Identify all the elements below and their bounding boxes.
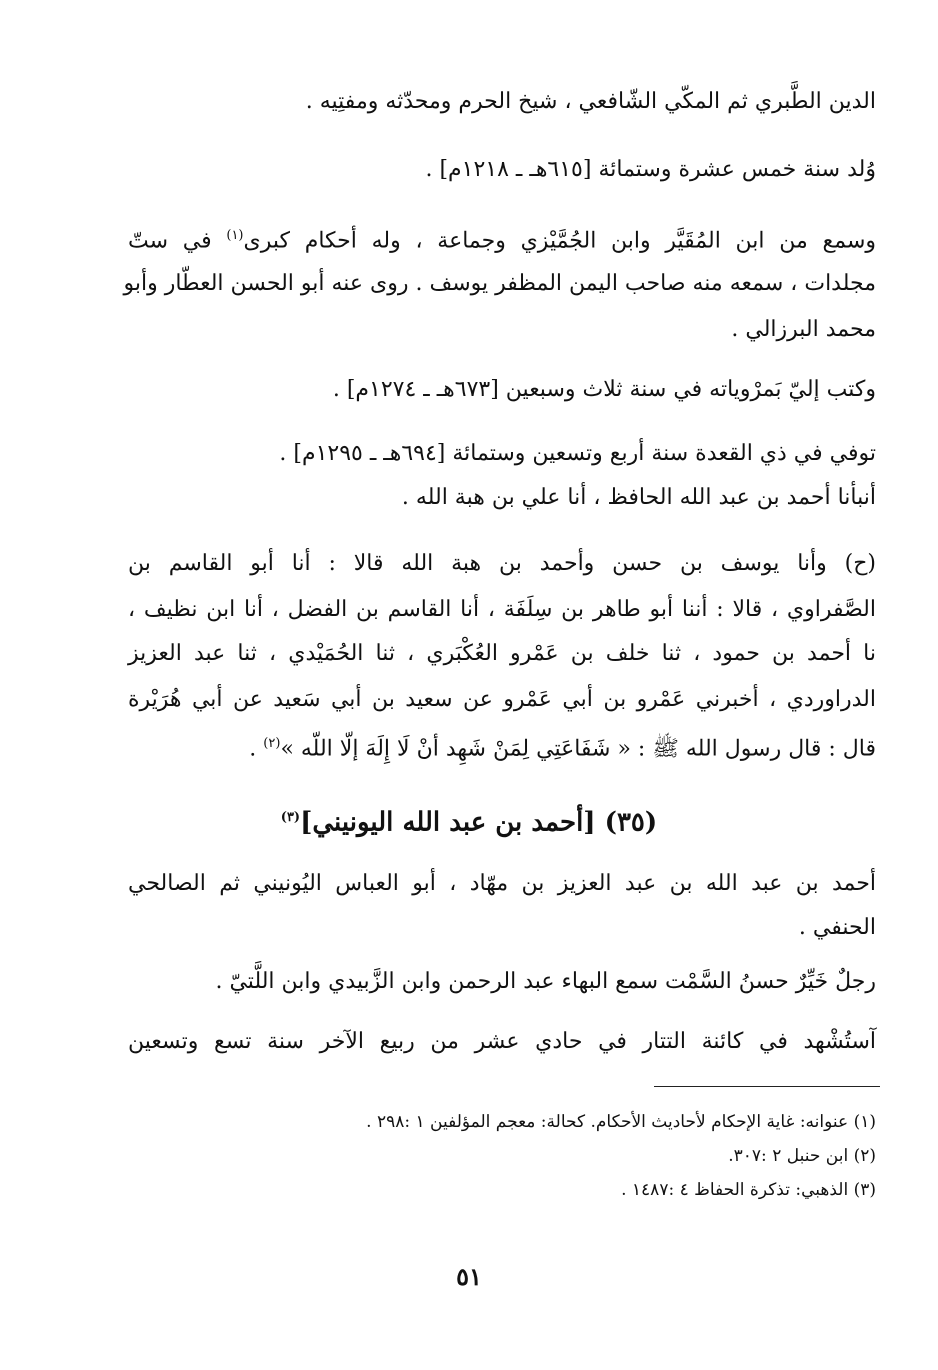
footnote-mark-3: (٣)	[280, 810, 301, 825]
footnote-3: (٣) الذهبي: تذكرة الحفاظ ٤ :١٤٨٧ .	[621, 1180, 876, 1200]
entry-heading-text: (٣٥) [أحمد بن عبد الله اليونيني]	[300, 807, 658, 838]
text-line-11: نا أحمد بن حمود ، ثنا خلف بن عَمْرو العُكْبَري ، ثنا الحُمَيْدي ، ثنا عبد العزيز	[128, 641, 876, 666]
text-line-3	[128, 218, 876, 259]
entry-line-3: رجلٌ خَيِّرٌ حسنُ السَّمْت سمع البهاء عبد الرحمن وابن الزَّبيدي وابن اللَّتيّ .	[215, 969, 876, 994]
text-line-10: الصَّفراوي ، قالا : أننا أبو طاهر بن سِلَفَة ، أنا القاسم بن الفضل ، أنا ابن نظيف ،	[128, 597, 876, 622]
footnote-2: (٢) ابن حنبل ٢ :٣٠٧.	[728, 1146, 876, 1166]
entry-line-4: آستُشْهد في كائنة التتار في حادي عشر من ربيع الآخر سنة تسع وتسعين	[128, 1029, 876, 1054]
text-line-5: محمد البرزالي .	[731, 317, 876, 342]
text-line-13: قال : قال رسول الله ﷺ : « شَفَاعَتِي لِمَنْ شَهِد أنْ لَا إِلَهَ إلّا اللّه »$^{(٢)}$ .	[249, 736, 876, 762]
footnote-1: (١) عنوانه: غاية الإحكام لأحاديث الأحكام. كحالة: معجم المؤلفين ١ :٢٩٨ .	[366, 1112, 876, 1132]
text-line-4: مجلدات ، سمعه منه صاحب اليمن المظفر يوسف . روى عنه أبو الحسن العطّار وأبو	[123, 271, 876, 296]
entry-heading	[0, 798, 938, 843]
entry-line-2: الحنفي .	[798, 915, 876, 940]
footnote-mark-2: (٢)	[263, 736, 281, 751]
text-line-3-main: وسمع من ابن المُقَيَّر وابن الجُمَّيْزي وجماعة ، وله أحكام كبرى	[243, 228, 876, 254]
text-line-8: أنبأنا أحمد بن عبد الله الحافظ ، أنا علي بن هبة الله .	[401, 485, 876, 510]
text-line-1: الدين الطَّبري ثم المكّي الشّافعي ، شيخ الحرم ومحدّثه ومفتِيه .	[305, 89, 876, 114]
entry-line-1: أحمد بن عبد الله بن عبد العزيز بن مهّاد ، أبو العباس اليُونيني ثم الصالحي	[128, 871, 876, 896]
text-line-13-main: قال : قال رسول الله ﷺ : « شَفَاعَتِي لِمَنْ شَهِد أنْ لَا إِلَهَ إلّا اللّه »	[280, 736, 876, 762]
footnote-divider	[654, 1086, 880, 1087]
text-line-7: توفي في ذي القعدة سنة أربع وتسعين وستمائة [٦٩٤هـ ـ ١٢٩٥م] .	[279, 441, 876, 466]
text-line-12: الدراوردي ، أخبرني عَمْرو بن أبي عَمْرو عن سعيد بن أبي سَعيد عن أبي هُرَيْرة	[128, 687, 876, 712]
text-line-9: (ح) وأنا يوسف بن حسن وأحمد بن هبة الله قالا : أنا أبو القاسم بن	[128, 551, 876, 576]
text-line-6: وكتب إليّ بَمرْوياته في سنة ثلاث وسبعين [٦٧٣هـ ـ ١٢٧٤م] .	[332, 377, 876, 402]
text-line-2: وُلد سنة خمس عشرة وستمائة [٦١٥هـ ـ ١٢١٨م] .	[425, 157, 876, 182]
text-line-3-end: في ستّ	[128, 228, 212, 254]
page-number: ٥١	[456, 1262, 482, 1291]
footnote-mark-1: (١)	[226, 228, 244, 243]
